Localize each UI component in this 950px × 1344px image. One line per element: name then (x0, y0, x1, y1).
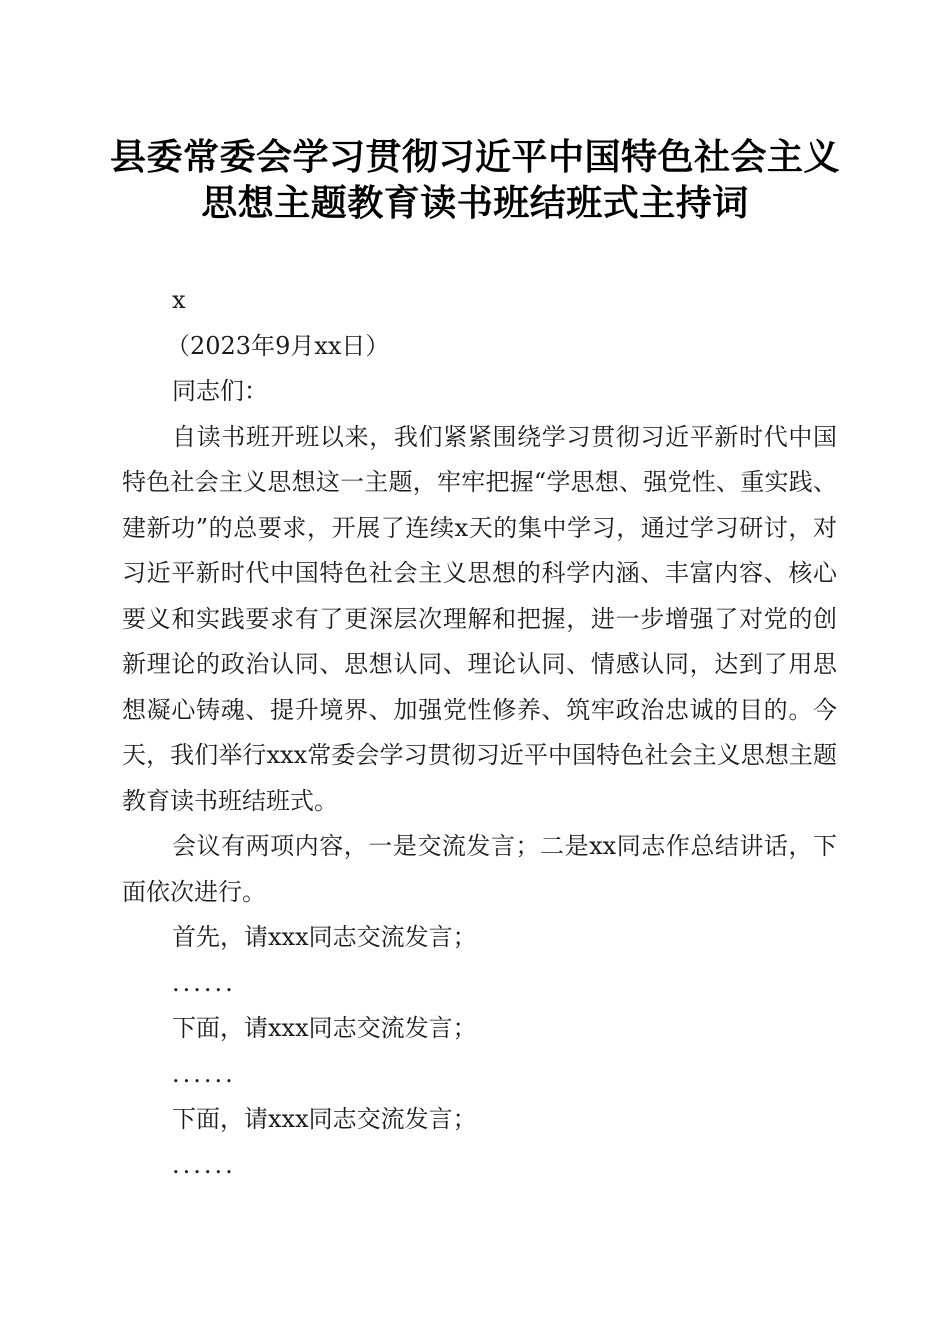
author-line: x (172, 286, 186, 314)
ellipsis-1: ...... (172, 968, 236, 997)
ellipsis-2: ...... (172, 1059, 236, 1088)
ellipsis-3: ...... (172, 1150, 236, 1179)
date-line: （2023年9月xx日） (166, 331, 390, 360)
paragraph-1: 自读书班开班以来，我们紧紧围绕学习贯彻习近平新时代中国特色社会主义思想这一主题，牢牢把握“学思想、强党性、重实践、建新功”的总要求，开展了连续x天的集中学习，通过学习研讨，对习近平新时代中国特色社会主义思想的科学内涵、丰富内容、核心要义和实践要求有了更深层次理解和把握，进一步增强了对党的创新理论的政治认同、思想认同、理论认同、情感认同，达到了用思想凝心铸魂、提升境界、加强党性修养、筑牢政治忠诚的目的。今天，我们举行xxx常委会学习贯彻习近平中国特色社会主义思想主题教育读书班结班式。 (122, 422, 837, 815)
salutation: 同志们： (172, 377, 268, 405)
title-line-2: 思想主题教育读书班结班式主持词 (201, 183, 749, 224)
speaker-line-3: 下面，请xxx同志交流发言； (172, 1105, 477, 1133)
speaker-line-2: 下面，请xxx同志交流发言； (172, 1014, 477, 1042)
speaker-line-1: 首先，请xxx同志交流发言； (172, 923, 477, 951)
paragraph-2: 会议有两项内容，一是交流发言；二是xx同志作总结讲话，下面依次进行。 (122, 832, 837, 906)
document-title (110, 135, 840, 227)
document-body (122, 278, 837, 1188)
title-line-1: 县委常委会学习贯彻习近平中国特色社会主义 (110, 137, 841, 178)
